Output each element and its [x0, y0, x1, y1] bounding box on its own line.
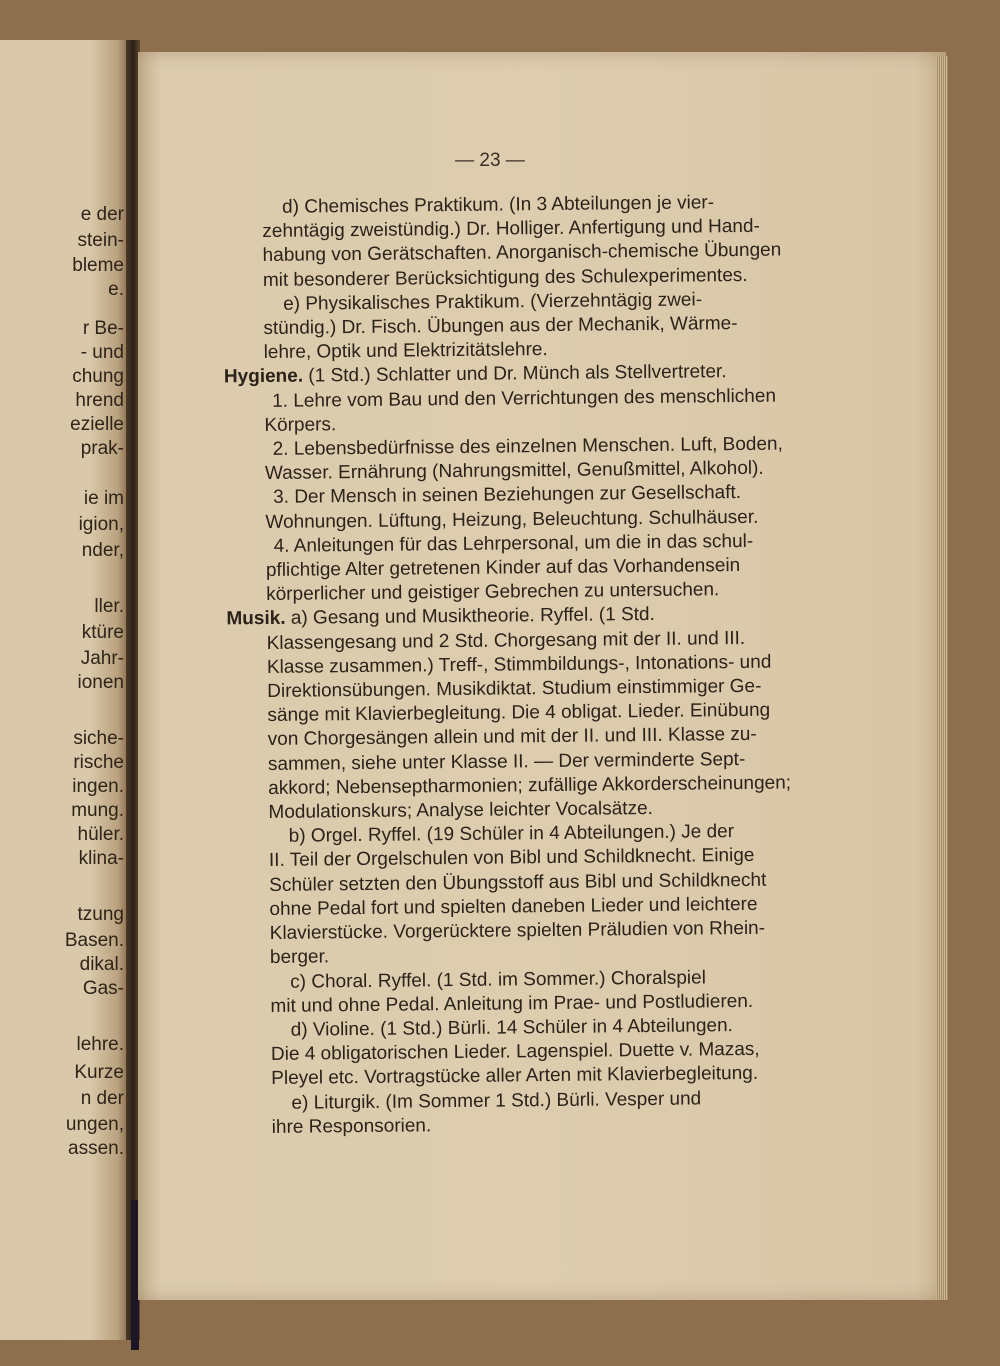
text-line: e) Liturgik. (Im Sommer 1 Std.) Bürli. Vesper und: [291, 1087, 702, 1114]
text-line: Klasse zusammen.) Treff-, Stimmbildungs-, Intonations- und: [266, 651, 772, 678]
text-line: Körpers.: [264, 414, 337, 436]
text-line: Pleyel etc. Vortragstücke aller Arten mit Klavierbegleitung.: [271, 1063, 759, 1090]
text-line: Hygiene. (1 Std.) Schlatter und Dr. Münch als Stellvertreter.: [223, 361, 727, 388]
text-line: Schüler setzten den Übungsstoff aus Bibl und Schildknecht: [269, 869, 767, 896]
text-line: mit besonderer Berücksichtigung des Schulexperimentes.: [262, 264, 748, 291]
left-page-fragment: n der: [80, 1088, 124, 1109]
left-page-fragment: bleme: [72, 255, 124, 276]
text-line: Direktionsübungen. Musikdiktat. Studium einstimmiger Ge-: [267, 675, 762, 703]
left-page-fragment: siche-: [73, 728, 124, 749]
text-line: Die 4 obligatorischen Lieder. Lagenspiel. Duette v. Mazas,: [270, 1038, 760, 1066]
text-line: Wohnungen. Lüftung, Heizung, Beleuchtung. Schulhäuser.: [265, 506, 759, 533]
text-line: c) Choral. Ryffel. (1 Std. im Sommer.) Choralspiel: [290, 966, 706, 993]
left-page-fragment: ller.: [94, 596, 124, 617]
left-page-fragment: ionen: [77, 672, 124, 693]
left-page-fragment: r Be-: [82, 318, 124, 339]
text-line: d) Violine. (1 Std.) Bürli. 14 Schüler in 4 Abteilungen.: [290, 1015, 734, 1041]
left-page-fragment: ezielle: [70, 414, 124, 435]
left-page-fragment: e der: [80, 204, 124, 225]
left-page-fragment: stein-: [77, 230, 124, 251]
text-line: sänge mit Klavierbegleitung. Die 4 obligat. Lieder. Einübung: [267, 699, 771, 727]
text-line: körperlicher und geistiger Gebrechen zu untersuchen.: [266, 579, 720, 606]
left-page-fragment: Kurze: [74, 1062, 124, 1083]
text-line: e) Physikalisches Praktikum. (Vierzehntägig zwei-: [283, 289, 703, 315]
text-line: Musik. a) Gesang und Musiktheorie. Ryffel. (1 Std.: [226, 604, 655, 630]
left-page-fragment: prak-: [80, 438, 124, 459]
text-line: 2. Lebensbedürfnisse des einzelnen Menschen. Luft, Boden,: [272, 433, 783, 460]
text-line: Modulationskurs; Analyse leichter Vocalsätze.: [268, 798, 653, 824]
left-page-fragment: mung.: [71, 800, 124, 821]
left-page-fragment: Jahr-: [80, 648, 124, 669]
text-line: von Chorgesängen allein und mit der II. und III. Klasse zu-: [267, 724, 757, 751]
left-page-fragment: ingen.: [72, 776, 124, 797]
left-page-fragment: ktüre: [81, 622, 124, 643]
text-line: d) Chemisches Praktikum. (In 3 Abteilungen je vier-: [282, 192, 715, 218]
left-page-fragment: igion,: [78, 514, 124, 535]
text-line: stündig.) Dr. Fisch. Übungen aus der Mechanik, Wärme-: [263, 313, 738, 340]
left-page-fragment: - und: [80, 342, 124, 363]
left-page-fragment: nder,: [81, 540, 124, 561]
text-line: Klassengesang und 2 Std. Chorgesang mit der II. und III.: [266, 627, 746, 654]
left-page-fragment: e.: [108, 279, 124, 300]
text-line: Klavierstücke. Vorgerücktere spielten Präludien von Rhein-: [269, 917, 766, 945]
left-page-fragment: Gas-: [82, 978, 124, 999]
page-edge: [936, 56, 948, 1300]
text-line: mit und ohne Pedal. Anleitung im Prae- und Postludieren.: [270, 990, 754, 1017]
text-line: II. Teil der Orgelschulen von Bibl und Schildknecht. Einige: [268, 845, 755, 872]
left-page-fragment: klina-: [78, 848, 124, 869]
left-page-fragment: rische: [73, 752, 124, 773]
left-page: [0, 40, 128, 1340]
left-page-fragment: Basen.: [64, 930, 124, 951]
text-line: habung von Gerätschaften. Anorganisch-chemische Übungen: [262, 239, 782, 267]
left-page-fragment: ungen,: [65, 1114, 124, 1135]
text-line: 4. Anleitungen für das Lehrpersonal, um die in das schul-: [273, 530, 754, 557]
text-line: b) Orgel. Ryffel. (19 Schüler in 4 Abteilungen.) Je der: [288, 821, 735, 848]
text-line: 3. Der Mensch in seinen Beziehungen zur Gesellschaft.: [273, 482, 742, 509]
left-page-fragment: tzung: [77, 904, 124, 925]
left-page-fragment: chung: [72, 366, 124, 387]
section-heading: Hygiene.: [223, 366, 304, 388]
left-page-fragment: hüler.: [77, 824, 124, 845]
text-line: lehre, Optik und Elektrizitätslehre.: [263, 339, 548, 364]
left-page-fragment: assen.: [68, 1138, 124, 1159]
section-heading: Musik.: [226, 608, 286, 630]
left-page-fragment: lehre.: [76, 1034, 124, 1055]
text-line: sammen, siehe unter Klasse II. — Der verminderte Sept-: [267, 748, 746, 775]
text-line: ohne Pedal fort und spielten daneben Lieder und leichtere: [269, 893, 758, 920]
page-body: [223, 190, 832, 1140]
text-line: zehntägig zweistündig.) Dr. Holliger. Anfertigung und Hand-: [262, 215, 760, 243]
left-page-fragment: ie im: [83, 488, 124, 509]
text-line: ihre Responsorien.: [271, 1114, 432, 1138]
left-page-fragment: dikal.: [79, 954, 124, 975]
text-line: berger.: [269, 946, 330, 969]
text-line: 1. Lehre vom Bau und den Verrichtungen des menschlichen: [272, 385, 777, 412]
text-line: akkord; Nebenseptharmonien; zufällige Akkorderscheinungen;: [268, 772, 792, 799]
left-page-fragment: hrend: [75, 390, 124, 411]
text-line: pflichtige Alter getretenen Kinder auf das Vorhandensein: [265, 555, 741, 582]
text-line: Wasser. Ernährung (Nahrungsmittel, Genußmittel, Alkohol).: [264, 457, 764, 485]
page-number: — 23 —: [455, 150, 525, 171]
